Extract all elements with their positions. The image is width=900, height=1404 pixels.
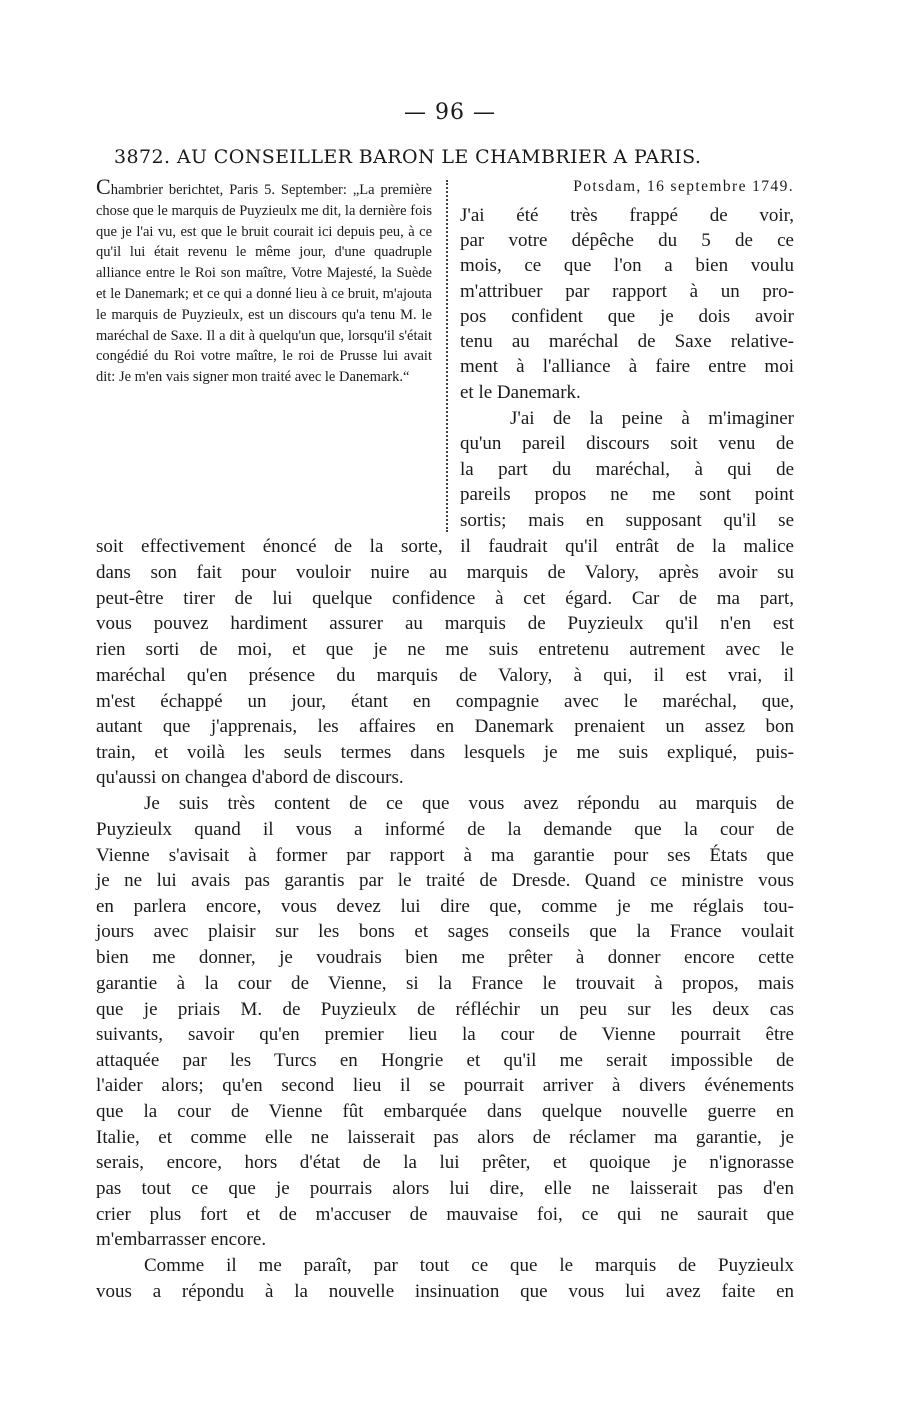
body-line: jours avec plaisir sur les bons et sages conseils que la France voulait [96, 921, 794, 942]
body-line: mois, ce que l'on a bien voulu [460, 255, 794, 276]
body-line: m'embarrasser encore. [96, 1229, 267, 1250]
body-line: pareils propos ne me sont point [460, 484, 794, 505]
body-line: vous a répondu à la nouvelle insinuation que vous lui avez faite en [96, 1281, 794, 1302]
body-line: bien me donner, je voudrais bien me prêter à donner encore cette [96, 947, 794, 968]
body-line: rien sorti de moi, et que je ne me suis entretenu autrement avec le [96, 639, 794, 660]
body-line: J'ai de la peine à m'imaginer [510, 408, 794, 429]
body-line: qu'aussi on changea d'abord de discours. [96, 767, 404, 788]
body-line: Puyzieulx quand il vous a informé de la demande que la cour de [96, 819, 794, 840]
body-line: la part du maréchal, à qui de [460, 459, 794, 480]
body-line: J'ai été très frappé de voir, [460, 205, 794, 226]
summary-initial: C [96, 174, 111, 199]
body-line: en parlera encore, vous devez lui dire que, comme je me réglais tou- [96, 896, 794, 917]
body-line: pas tout ce que je pourrais alors lui dire, elle ne laisserait pas d'en [96, 1178, 794, 1199]
body-line: que la cour de Vienne fût embarquée dans quelque nouvelle guerre en [96, 1101, 794, 1122]
body-line: serais, encore, hors d'état de la lui prêter, et quoique je n'ignorasse [96, 1152, 794, 1173]
body-line: attaquée par les Turcs en Hongrie et qu'il me serait impossible de [96, 1050, 794, 1071]
body-line: sortis; mais en supposant qu'il se [460, 510, 794, 531]
body-line: dans son fait pour vouloir nuire au marquis de Valory, après avoir su [96, 562, 794, 583]
dateline: Potsdam, 16 septembre 1749. [573, 178, 794, 195]
body-line: que je priais M. de Puyzieulx de réfléchir un peu sur les deux cas [96, 999, 794, 1020]
body-line: maréchal qu'en présence du marquis de Valory, à qui, il est vrai, il [96, 665, 794, 686]
body-line: suivants, savoir qu'en premier lieu la cour de Vienne pourrait être [96, 1024, 794, 1045]
body-line: Vienne s'avisait à former par rapport à ma garantie pour ses États que [96, 845, 794, 866]
body-line: Je suis très content de ce que vous avez répondu au marquis de [144, 793, 794, 814]
body-line: peut-être tirer de lui quelque confidence à cet égard. Car de ma part, [96, 588, 794, 609]
body-line: train, et voilà les seuls termes dans lesquels je me suis expliqué, puis- [96, 742, 794, 763]
body-line: qu'un pareil discours soit venu de [460, 433, 794, 454]
body-line: je ne lui avais pas garantis par le traité de Dresde. Quand ce ministre vous [96, 870, 794, 891]
column-divider [446, 180, 448, 532]
letter-heading: 3872. AU CONSEILLER BARON LE CHAMBRIER A PARIS. [114, 146, 702, 168]
body-line: par votre dépêche du 5 de ce [460, 230, 794, 251]
summary-paragraph [96, 174, 432, 388]
body-line: ment à l'alliance à faire entre moi [460, 356, 794, 377]
body-line: crier plus fort et de m'accuser de mauvaise foi, ce qui ne saurait que [96, 1204, 794, 1225]
body-line: m'est échappé un jour, étant en compagnie avec le maréchal, que, [96, 691, 794, 712]
body-line: vous pouvez hardiment assurer au marquis de Puyzieulx qu'il n'en est [96, 613, 794, 634]
body-line: Italie, et comme elle ne laisserait pas alors de réclamer ma garantie, je [96, 1127, 794, 1148]
body-line: m'attribuer par rapport à un pro- [460, 281, 794, 302]
body-line: tenu au maréchal de Saxe relative- [460, 331, 794, 352]
body-line: l'aider alors; qu'en second lieu il se pourrait arriver à divers événements [96, 1075, 794, 1096]
body-line: Comme il me paraît, par tout ce que le marquis de Puyzieulx [144, 1255, 794, 1276]
summary-text: hambrier berichtet, Paris 5. September: „La première chose que le marquis de Puyzieulx me dit, la dernière fois que je l'ai vu, est que le bruit courait ici depuis peu, à ce qu'il lui était revenu le même jour, d'une quadruple alliance entre le Roi son maître, Votre Majesté, la Suède et le Danemark; et ce qui a donné lieu à ce bruit, m'ajouta le marquis de Puyzieulx, est un discours qu'a tenu M. le maréchal de Saxe. Il a dit à quelqu'un que, lorsqu'il s'était congédié du Roi votre maître, le roi de Prusse lui avait dit: Je m'en vais signer mon traité avec le Danemark.“ [96, 182, 432, 386]
body-line: garantie à la cour de Vienne, si la France le trouvait à propos, mais [96, 973, 794, 994]
body-line: et le Danemark. [460, 382, 581, 403]
page-number: — 96 — [404, 100, 496, 125]
body-line: soit effectivement énoncé de la sorte, il faudrait qu'il entrât de la malice [96, 536, 794, 557]
body-line: autant que j'apprenais, les affaires en Danemark prenaient un assez bon [96, 716, 794, 737]
body-line: pos confident que je dois avoir [460, 306, 794, 327]
